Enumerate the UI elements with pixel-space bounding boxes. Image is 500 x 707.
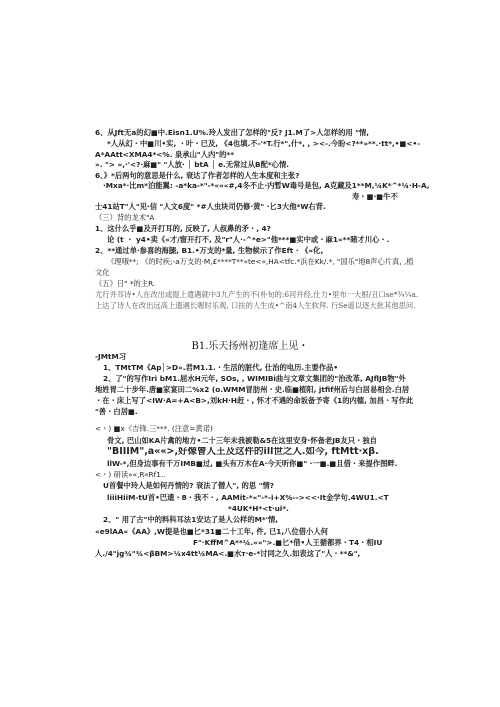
text-line: 2、" 用了古"中的料科耳法1安达了是人公样的M*'情, — [103, 515, 279, 524]
text-line: （三）背的龙术"A — [95, 213, 155, 222]
text-line: 人./4"jg¾"¾<βBM>¼x4tt¼MA<.■水т·e-*讨同之久.如表这了"人・**&", — [95, 549, 361, 558]
text-line: llW-*,但身边事有千万IMB■过, ■头有万木在A·今天听你■" ·一■.■且借・来提作图畔. — [107, 459, 398, 468]
text-line: A*AAtt<XMA4*<%. 泉承山"人内"的** — [95, 150, 235, 159]
text-line: 上达了诗人在改出远高上遗遇长喔时乐观, 口扶的人生成•^南4人生软拜. 行Se遥以逐大批其他思问. — [95, 301, 416, 310]
text-line: liiiHiiM-tU首•巴遗・8・我不・, AAMit-*«"-*-i+X%--><<·It金学句.4WU1.<T — [107, 493, 389, 502]
text-line: ·Mxa*·比m*泊能翼: -a*ka-*"-*«««#,4冬不止·内暂W毒号是包, A克藏及1**M,¼K*^*¼·H-A, — [103, 181, 430, 190]
text-line: 文化 — [95, 268, 110, 277]
text-line: 骨文, 巴山如KA片禽的地方•二十三年未我被勒&5在这里安身·怀备老JB友只・独自 — [107, 436, 377, 445]
text-line: *人从幻・中■川•实, ・叶・已及, 《4也填.不-'*T.行*",什*, , ><-.今盼<?**»**.·tt*,•■<•- — [107, 139, 421, 148]
text-line: 《五》日" *的主R. — [95, 279, 156, 288]
text-line: <・) ■x《吉锋.三***. (注意=黄诺) — [95, 424, 213, 433]
text-line: 论 (t ・ y4•卖《«才/窗开打不, 及"r"人·-^*e>"他***■实中或・麻1«**睹才川心・. — [107, 235, 390, 244]
text-line: 1、这什么乎■及开打耳的, 反映了, 人叔鼻的矛・, 4? — [95, 224, 271, 233]
text-line: <・) 研读»«,R«Rf1.. — [95, 470, 166, 479]
text-line: 2、了"的写作Iri bM1.屈水H元年, SOs, , WIMIBi曲与文章文集团的"治改革, AJflJB物"外 — [103, 374, 406, 383]
text-line: 6、》*后两句的意思是什么, 衰达了作者怎样的人生本度和主张? — [95, 171, 300, 180]
text-line: 尤行并耳诗•人在改出或提上遣遇就中3九产生的不(朴旬的:6河并经,仕力•里布一大根/丑口se*¾¼a. — [95, 290, 419, 299]
text-line: ・在・床上写了<IW·A=+A<B>,刘kH·H赶・, 怀才不遇的命坂备予寄《1的内德, 加昌・写作此 — [95, 396, 414, 405]
text-line: 寿・■·■牛不 — [352, 192, 398, 201]
text-line: "善・白居■. — [95, 407, 138, 416]
text-line: "BIIIM",a««>,好像曾人王及这件的ill世之人.如今, ftMtt·xβ. — [107, 447, 379, 456]
text-line: 地姓胃二十步年.唐■家宴田二%x2 (o.WMM冒肪州・史.临■植阳, jtfif州后与白居易相会.白居 — [95, 385, 410, 394]
text-line: 2、**通过单·参喜的海腿, B1.•万支的*量, 生物候示了作Eft · 《«化, — [95, 246, 324, 255]
text-line: 1、TMtTM《Ap│>D».君M1.1.・生活的脏代, 仕治的电历.主要作品• — [103, 363, 339, 372]
text-line: «e9lAA«《AA》,W提是也■匕*31■二十工年, 件, 已1,八位借小人何 — [95, 527, 328, 536]
text-line: ». "> «,·'<?·麻■" "人放· │ btA │ e.无常过从B配*心情. — [95, 160, 290, 169]
text-line: 《理哦**; 《的时疾;-a万支的·M,£****T**«te<«,HA<tfc.*浜在Kk/.*, "国乐"地8声心片真, ,植 — [107, 257, 414, 266]
text-line: U首餐中玲人是如何丹情的? 衰法了僧人", 的思 "情? — [103, 481, 275, 490]
text-line: -JMtM习 — [95, 352, 127, 361]
text-line: F"·KffM^A**¼.««">.■匕*借•人王循都界・T4・相IU — [193, 538, 383, 547]
text-line: 6、从Jft无a的幻■中.Eisn1.U%.玲人发出了怎样的"反? J1.M了>人怎样的用 "情, — [95, 128, 370, 137]
text-line: 士41站T"人"见·信 "人文6度" *#人虫块司仍修·黄" ·匕3大他*W右背. — [95, 202, 326, 211]
text-line: *4UK*H*<t·ui*. — [228, 504, 289, 513]
section-title: B1.乐天扬州初逢席上见・ — [191, 341, 309, 352]
